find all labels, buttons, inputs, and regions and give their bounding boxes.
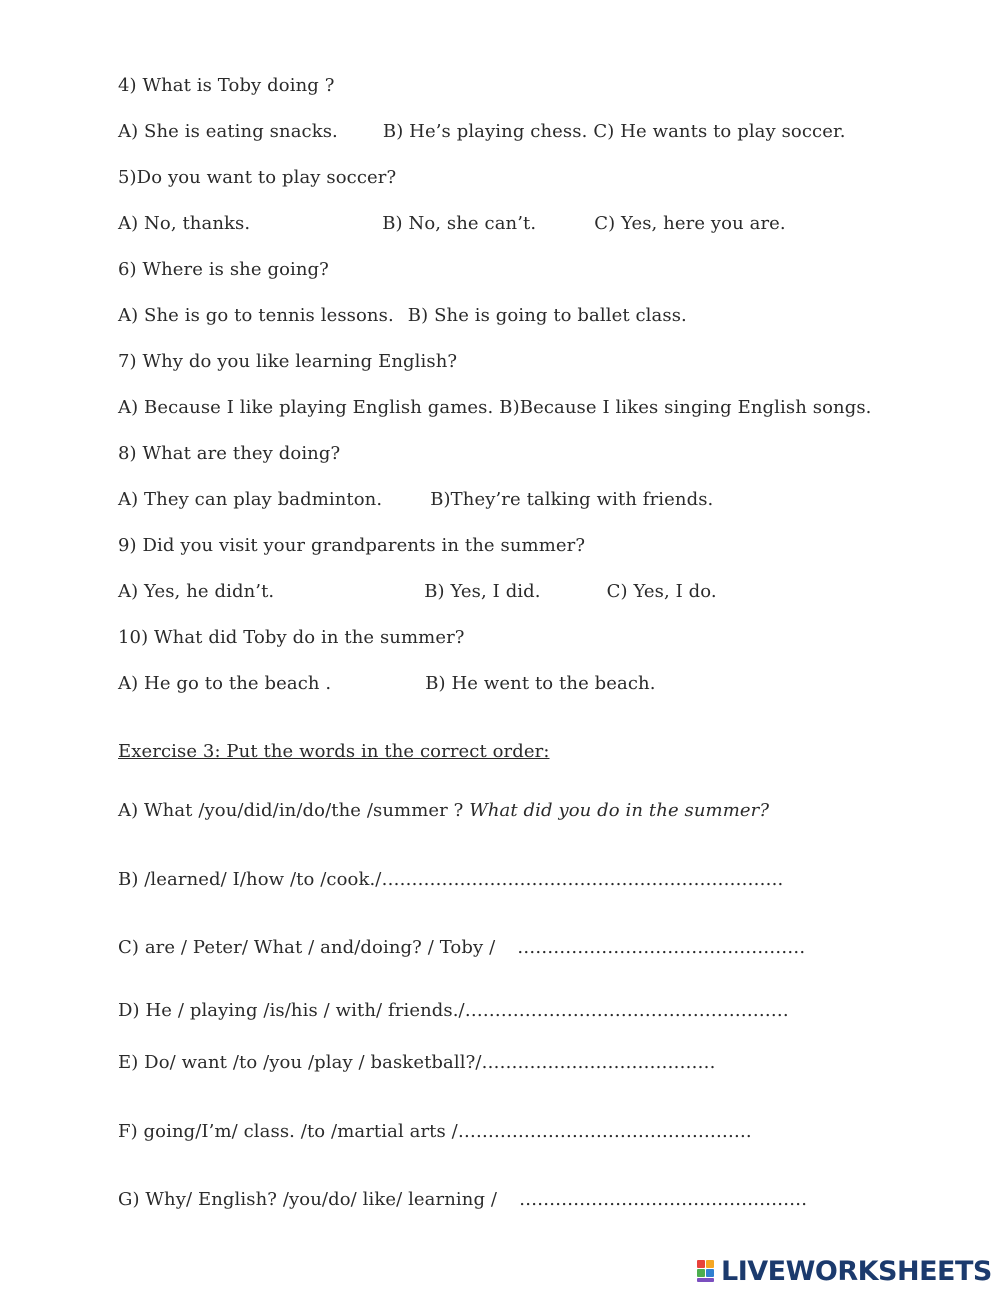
question-10: 10) What did Toby do in the summer?: [118, 627, 465, 648]
option-b: B) No, she can’t.: [382, 213, 537, 234]
options-row-7: [118, 397, 871, 419]
answer-blank[interactable]: …………………………………………: [517, 937, 806, 958]
option-a: A) Because I like playing English games.: [118, 397, 494, 418]
item-answer: What did you do in the summer?: [469, 800, 770, 821]
option-a: A) She is eating snacks.: [118, 121, 338, 142]
options-row-9: [118, 581, 717, 603]
option-c: C) Yes, here you are.: [594, 213, 786, 234]
option-b: B) He went to the beach.: [425, 673, 656, 694]
exercise-item-b: [118, 869, 783, 891]
liveworksheets-logo: [697, 1255, 992, 1287]
item-prompt: A) What /you/did/in/do/the /summer ?: [118, 800, 464, 821]
option-b: B)Because I likes singing English songs.: [499, 397, 872, 418]
option-b: B) He’s playing chess.: [382, 121, 588, 142]
exercise-3-title: Exercise 3: Put the words in the correct order:: [118, 741, 550, 762]
option-a: A) He go to the beach .: [118, 673, 332, 694]
option-b: B)They’re talking with friends.: [430, 489, 714, 510]
option-a: A) No, thanks.: [118, 213, 251, 234]
exercise-item-e: [118, 1052, 715, 1074]
exercise-item-a: [118, 800, 769, 822]
options-row-4: [118, 121, 846, 143]
question-6: 6) Where is she going?: [118, 259, 329, 280]
exercise-item-g: [118, 1189, 807, 1211]
question-8: 8) What are they doing?: [118, 443, 341, 464]
answer-blank[interactable]: ………………………………………………………….: [381, 869, 784, 890]
option-b: B) She is going to ballet class.: [407, 305, 687, 326]
answer-blank[interactable]: ………………………………………………: [464, 1000, 789, 1021]
options-row-10: [118, 673, 656, 695]
options-row-5: [118, 213, 786, 235]
option-a: A) She is go to tennis lessons.: [118, 305, 394, 326]
option-c: C) Yes, I do.: [606, 581, 717, 602]
exercise-item-f: [118, 1121, 752, 1143]
item-prompt: C) are / Peter/ What / and/doing? / Toby /: [118, 937, 496, 958]
answer-blank[interactable]: ………………………………………….: [457, 1121, 752, 1142]
answer-blank[interactable]: …………………………………: [481, 1052, 716, 1073]
item-prompt: G) Why/ English? /you/do/ like/ learning /: [118, 1189, 498, 1210]
question-9: 9) Did you visit your grandparents in the summer?: [118, 535, 586, 556]
exercise-item-d: [118, 1000, 789, 1022]
options-row-6: [118, 305, 687, 327]
exercise-item-c: [118, 937, 805, 959]
item-prompt: F) going/I’m/ class. /to /martial arts /: [118, 1121, 458, 1142]
options-row-8: [118, 489, 713, 511]
option-b: B) Yes, I did.: [424, 581, 541, 602]
logo-mark-icon: [697, 1258, 719, 1284]
question-5: 5)Do you want to play soccer?: [118, 167, 397, 188]
question-4: 4) What is Toby doing ?: [118, 75, 335, 96]
item-prompt: B) /learned/ I/how /to /cook./: [118, 869, 382, 890]
option-a: A) They can play badminton.: [118, 489, 383, 510]
question-7: 7) Why do you like learning English?: [118, 351, 458, 372]
option-c: C) He wants to play soccer.: [593, 121, 846, 142]
logo-text: LIVEWORKSHEETS: [721, 1255, 992, 1287]
answer-blank[interactable]: …………………………………………: [519, 1189, 808, 1210]
option-a: A) Yes, he didn’t.: [118, 581, 275, 602]
item-prompt: D) He / playing /is/his / with/ friends./: [118, 1000, 465, 1021]
item-prompt: E) Do/ want /to /you /play / basketball?/: [118, 1052, 482, 1073]
